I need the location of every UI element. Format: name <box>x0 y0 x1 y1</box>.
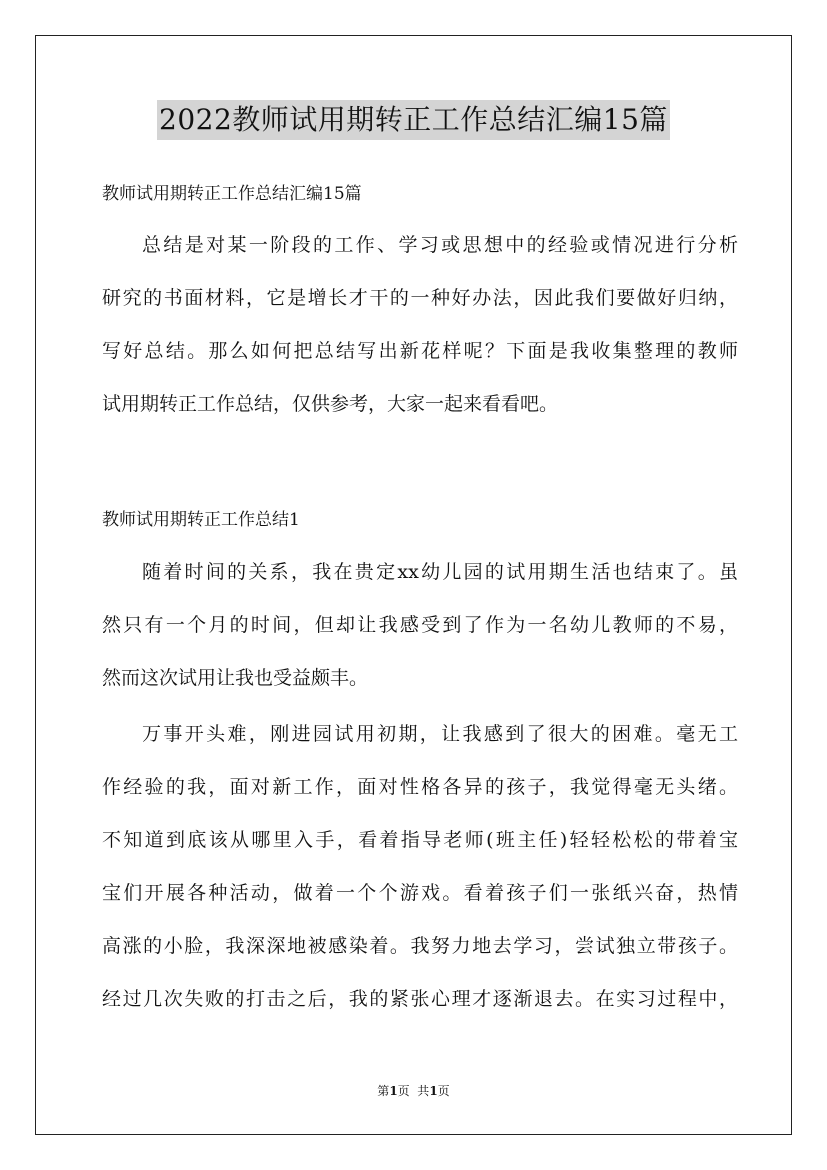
title-container <box>0 100 827 140</box>
page-total: 1 <box>429 1084 438 1098</box>
page-label-prefix: 第 <box>377 1084 390 1098</box>
paragraph-line: 作经验的我，面对新工作，面对性格各异的孩子，我觉得毫无头绪。 <box>102 776 738 798</box>
section-paragraph-1 <box>102 546 738 705</box>
page-footer <box>0 1082 827 1100</box>
paragraph-line: 总结是对某一阶段的工作、学习或思想中的经验或情况进行分析 <box>142 234 738 256</box>
paragraph-line: 然而这次试用让我也受益颇丰。 <box>102 667 369 689</box>
document-subtitle: 教师试用期转正工作总结汇编15篇 <box>102 184 362 204</box>
paragraph-line: 研究的书面材料，它是增长才干的一种好办法，因此我们要做好归纳， <box>102 287 738 309</box>
section-heading: 教师试用期转正工作总结1 <box>102 510 300 530</box>
page-label-suffix: 页 <box>437 1084 450 1098</box>
section-paragraph-2 <box>102 708 738 1026</box>
paragraph-line: 不知道到底该从哪里入手，看着指导老师(班主任)轻轻松松的带着宝 <box>102 829 738 851</box>
paragraph-line: 写好总结。那么如何把总结写出新花样呢？下面是我收集整理的教师 <box>102 340 738 362</box>
page-label-mid: 页 共 <box>397 1084 430 1098</box>
paragraph-line: 万事开头难，刚进园试用初期，让我感到了很大的困难。毫无工 <box>142 723 738 745</box>
paragraph-line: 随着时间的关系，我在贵定xx幼儿园的试用期生活也结束了。虽 <box>142 561 738 583</box>
page-current: 1 <box>389 1084 398 1098</box>
paragraph-line: 高涨的小脸，我深深地被感染着。我努力地去学习，尝试独立带孩子。 <box>102 935 738 957</box>
paragraph-line: 然只有一个月的时间，但却让我感受到了作为一名幼儿教师的不易， <box>102 614 738 636</box>
document-title: 2022教师试用期转正工作总结汇编15篇 <box>157 100 670 140</box>
intro-paragraph <box>102 219 738 431</box>
paragraph-line: 试用期转正工作总结，仅供参考，大家一起来看看吧。 <box>102 393 559 415</box>
paragraph-line: 经过几次失败的打击之后，我的紧张心理才逐渐退去。在实习过程中， <box>102 988 738 1010</box>
paragraph-line: 宝们开展各种活动，做着一个个游戏。看着孩子们一张纸兴奋，热情 <box>102 882 738 904</box>
